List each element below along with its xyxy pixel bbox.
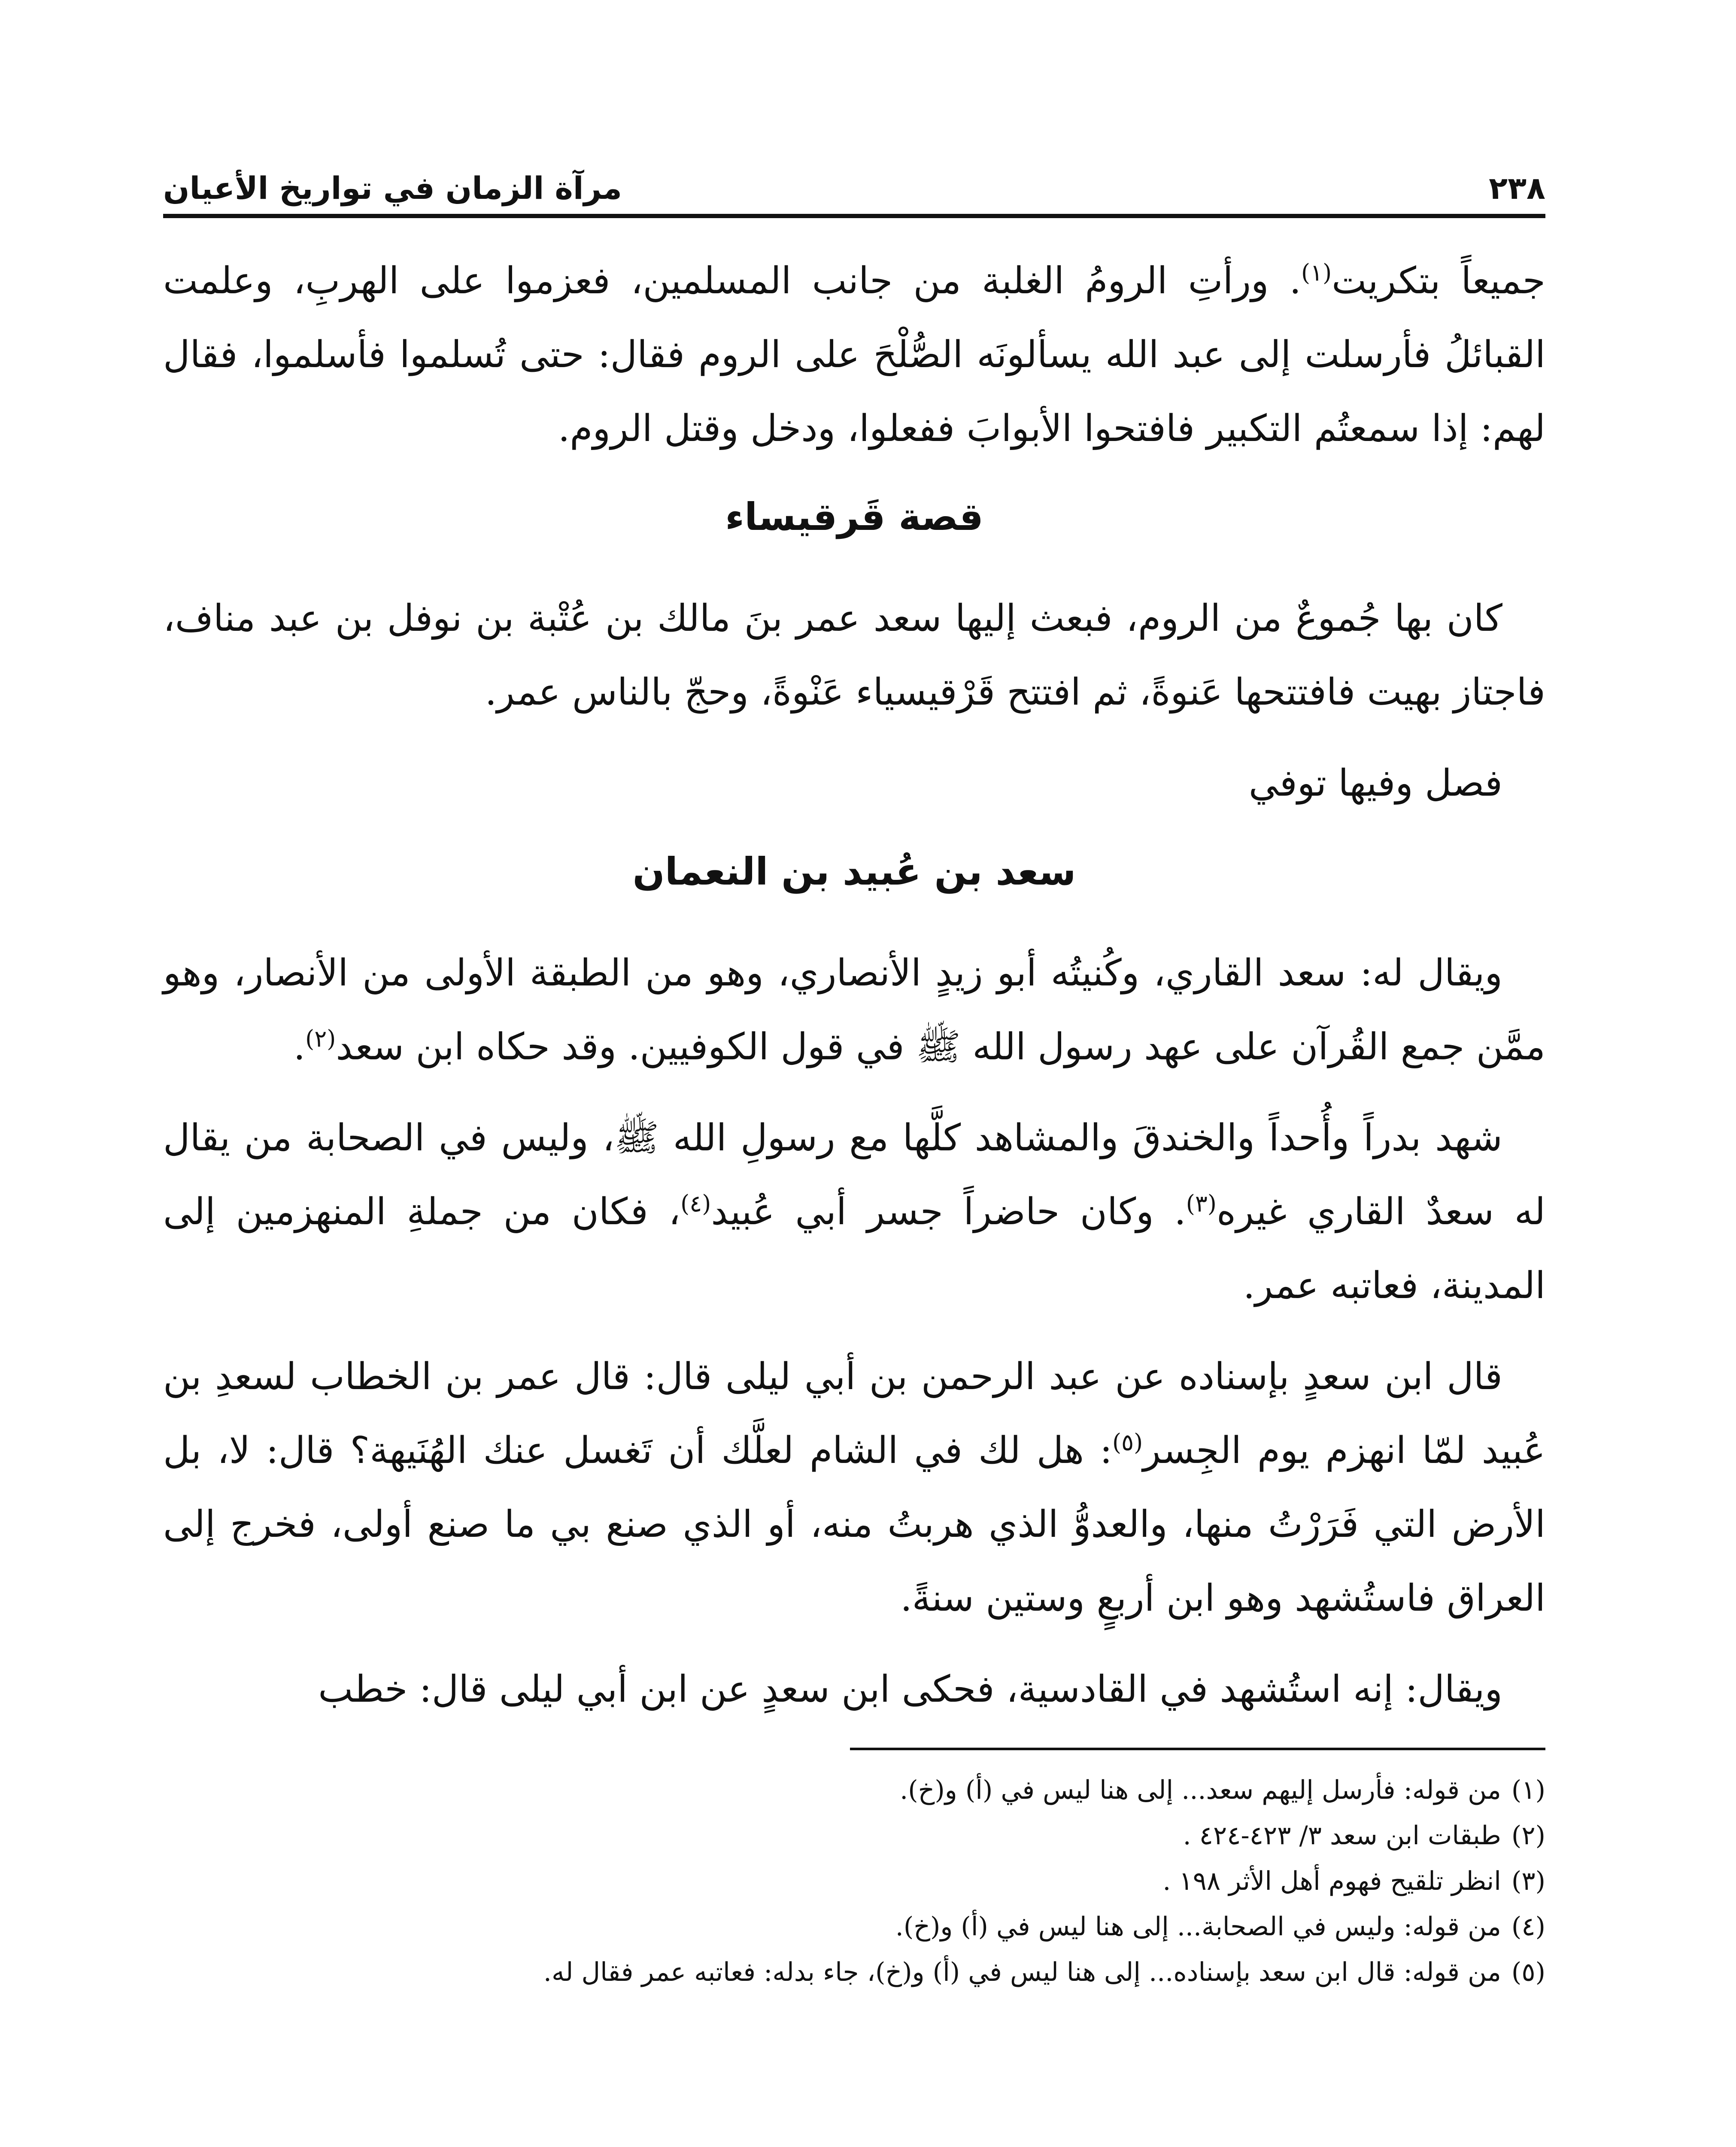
footnote-ref: (٥)	[1112, 1429, 1143, 1456]
text-run: ، فكان من جملةِ المنهزمين إلى المدينة، فعاتبه عمر.	[163, 1190, 1545, 1307]
footnote-text: طبقات ابن سعد ٣/ ٤٢٣-٤٢٤ .	[1183, 1821, 1501, 1851]
book-page	[163, 142, 1545, 1995]
footnote-ref: (١)	[1301, 259, 1332, 286]
paragraph-1	[163, 244, 1545, 465]
paragraph-3	[163, 746, 1545, 820]
text-run: .	[293, 1025, 306, 1068]
footnote	[163, 1949, 1545, 1995]
footnote-number: (٥)	[1511, 1957, 1545, 1987]
paragraph-5	[163, 1101, 1545, 1323]
footnote-text: من قوله: قال ابن سعد بإسناده... إلى هنا ليس في (أ) و(خ)، جاء بدله: فعاتبه عمر فقال له.	[543, 1957, 1501, 1987]
footnote-rule	[850, 1748, 1545, 1750]
footnote-text: انظر تلقيح فهوم أهل الأثر ١٩٨ .	[1162, 1866, 1501, 1896]
paragraph-4	[163, 936, 1545, 1084]
footnote	[163, 1767, 1545, 1813]
section-heading-qarqisiya: قصة قَرقيساء	[725, 495, 983, 539]
section-heading-saad: سعد بن عُبيد بن النعمان	[632, 849, 1076, 894]
text-run: : هل لك في الشام لعلَّك أن تَغسل عنك الهُنَيهة؟ قال: لا، بل الأرض التي فَرَرْتُ منها، والعدوُّ الذي هربتُ منه، أو الذي صنع بي ما صنع أولى، فخرج إلى العراق فاستُشهد وهو ابن أربعٍ وستين سنةً.	[163, 1429, 1545, 1620]
page-number: ٢٣٨	[1489, 170, 1545, 206]
footnote-text: من قوله: وليس في الصحابة... إلى هنا ليس في (أ) و(خ).	[895, 1912, 1501, 1942]
text-run: كان بها جُموعٌ من الروم، فبعث إليها سعد عمر بنَ مالك بن عُتْبة بن نوفل بن عبد مناف، فاجتاز بهيت فافتتحها عَنوةً، ثم افتتح قَرْقيسياء عَنْوةً، وحجّ بالناس عمر.	[163, 597, 1545, 714]
footnote	[163, 1813, 1545, 1858]
text-run: قال ابن سعدٍ بإسناده عن عبد الرحمن بن أبي ليلى قال: قال عمر بن الخطاب لسعدِ بن عُبيد لمّا انهزم يوم الجِسر	[163, 1355, 1545, 1472]
footnote	[163, 1858, 1545, 1904]
text-run: ويقال: إنه استُشهد في القادسية، فحكى ابن سعدٍ عن ابن أبي ليلى قال: خطب	[318, 1668, 1502, 1711]
footnote-number: (١)	[1511, 1775, 1545, 1805]
text-run: . وكان حاضراً جسر أبي عُبيد	[711, 1190, 1186, 1233]
text-run: . ورأتِ الرومُ الغلبة من جانب المسلمين، فعزموا على الهربِ، وعلمت القبائلُ فأرسلت إلى عبد الله يسألونَه الصُّلْحَ على الروم فقال: حتى تُسلموا فأسلموا، فقال لهم: إذا سمعتُم التكبير فافتحوا الأبوابَ ففعلوا، ودخل وقتل الروم.	[163, 259, 1545, 450]
paragraph-7	[163, 1652, 1545, 1726]
book-title: مرآة الزمان في تواريخ الأعيان	[163, 170, 622, 206]
text-run: شهد بدراً وأُحداً والخندقَ والمشاهد كلَّها مع رسولِ الله ﷺ، وليس في الصحابة من يقال له سعدٌ القاري غيره	[163, 1116, 1546, 1233]
text-run: فصل وفيها توفي	[1248, 762, 1502, 805]
text-run: ويقال له: سعد القاري، وكُنيتُه أبو زيدٍ الأنصاري، وهو من الطبقة الأولى من الأنصار، وهو ممَّن جمع القُرآن على عهد رسول الله ﷺ في قول الكوفيين. وقد حكاه ابن سعد	[163, 952, 1545, 1068]
header-rule	[163, 214, 1545, 218]
running-head	[163, 142, 1545, 206]
paragraph-2	[163, 581, 1545, 729]
footnote-text: من قوله: فأرسل إليهم سعد... إلى هنا ليس في (أ) و(خ).	[900, 1775, 1501, 1805]
footnote-ref: (٤)	[680, 1190, 711, 1217]
footnotes	[163, 1767, 1545, 1995]
footnote-number: (٢)	[1511, 1821, 1545, 1851]
text-run: جميعاً بتكريت	[1332, 259, 1545, 302]
paragraph-6	[163, 1340, 1545, 1635]
footnote-number: (٤)	[1511, 1912, 1545, 1942]
footnote-ref: (٢)	[305, 1025, 336, 1052]
footnote	[163, 1904, 1545, 1949]
footnote-ref: (٣)	[1186, 1190, 1217, 1217]
footnote-number: (٣)	[1511, 1866, 1545, 1896]
